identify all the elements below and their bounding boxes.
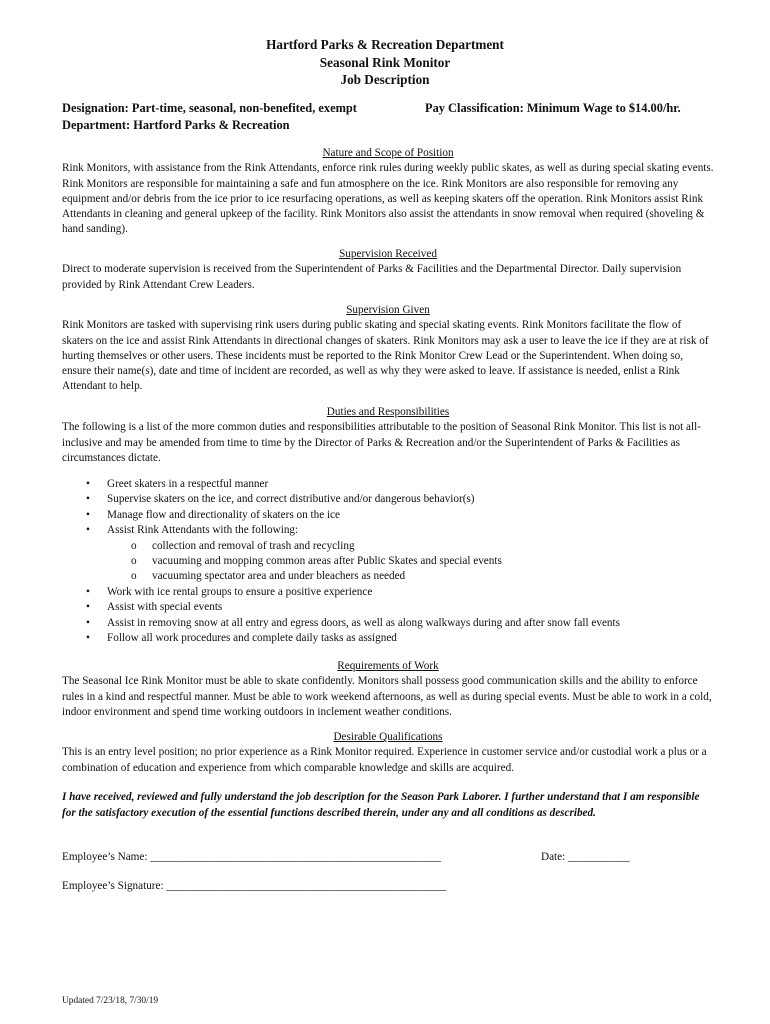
- duties-text: The following is a list of the more common duties and responsibilities attributable to the position of Seasonal Rink Monitor. This list is not all-inclusive and may be amended from time to time by the Director of Parks & Recreation and/or the Superintendent of Parks & Facilities as circumstances dictate.: [62, 421, 701, 464]
- employee-signature-field[interactable]: Employee’s Signature: __________________________________________________: [62, 880, 447, 892]
- employee-name-field[interactable]: Employee’s Name: ____________________________________________________: [62, 851, 442, 863]
- requirements-heading: Requirements of Work: [337, 660, 439, 672]
- nature-heading: Nature and Scope of Position: [322, 147, 454, 159]
- supervision-received-section: [62, 247, 714, 293]
- date-field[interactable]: Date: ___________: [541, 851, 630, 863]
- acknowledgement-statement: I have received, reviewed and fully understand the job description for the Season Park Laborer. I further understand that I am responsible for the satisfactory execution of the essential functions described therein, under any and all conditions as described.: [62, 791, 700, 819]
- qualifications-section: [62, 730, 714, 776]
- department-line: Department: Hartford Parks & Recreation: [62, 118, 290, 132]
- qualifications-text: This is an entry level position; no prior experience as a Rink Monitor required. Experience in customer service and/or custodial work a plus or a combination of education and experience from which comparable knowledge and skills are acquired.: [62, 746, 707, 774]
- sub-list-item: o collection and removal of trash and recycling: [86, 539, 716, 554]
- duties-list: [86, 477, 716, 646]
- position-title: Seasonal Rink Monitor: [319, 54, 451, 70]
- supervision-given-heading: Supervision Given: [346, 304, 430, 316]
- list-item: • Assist in removing snow at all entry and egress doors, as well as along walkways during and after snow fall events: [86, 616, 716, 631]
- department-title: Hartford Parks & Recreation Department: [266, 37, 504, 52]
- list-item: • Manage flow and directionality of skaters on the ice: [86, 508, 716, 523]
- supervision-received-heading: Supervision Received: [339, 248, 437, 260]
- supervision-given-text: Rink Monitors are tasked with supervising rink users during public skating and special skating events. Rink Monitors facilitate the flow of skaters on the ice and assist Rink Attendants in directional changes of skaters. Rink Monitors may ask a user to leave the ice if they are at risk of hurting themselves or other users. These incidents must be reported to the Rink Monitor Crew Lead or the Superintendent. When doing so, ensure their name(s), date and time of incident are recorded, as well as why they were asked to leave. If assistance is needed, enlist a Rink Attendant to help.: [62, 319, 709, 393]
- requirements-text: The Seasonal Ice Rink Monitor must be able to skate confidently. Monitors shall possess good communication skills and the ability to enforce rules in a kind and respectful manner. Must be able to work weekend afternoons, as well as during special events. Must be able to work in a cold, indoor environment and spend time working outdoors in inclement weather conditions.: [62, 675, 712, 718]
- supervision-received-text: Direct to moderate supervision is received from the Superintendent of Parks & Facilities and the Departmental Director. Daily supervision provided by Rink Attendant Crew Leaders.: [62, 263, 682, 291]
- list-item: • Work with ice rental groups to ensure a positive experience: [86, 585, 716, 600]
- sub-list-item: o vacuuming and mopping common areas after Public Skates and special events: [86, 554, 716, 569]
- qualifications-heading: Desirable Qualifications: [333, 731, 443, 743]
- designation-line: Designation: Part-time, seasonal, non-benefited, exempt: [62, 101, 357, 115]
- document-title: [0, 36, 770, 89]
- list-item: • Assist Rink Attendants with the following:: [86, 523, 716, 538]
- requirements-section: [62, 659, 714, 720]
- duties-heading: Duties and Responsibilities: [326, 406, 450, 418]
- updated-footer: Updated 7/23/18, 7/30/19: [62, 996, 159, 1006]
- nature-text: Rink Monitors, with assistance from the Rink Attendants, enforce rink rules during weekly public skates, as well as during special skating events. Rink Monitors are responsible for maintaining a safe and fun atmosphere on the ice. Rink Monitors are also responsible for removing any equipment and/or debris from the ice prior to ice resurfacing operations, as well as keeping skaters off the operation. Rink Monitors assist Rink Attendants in cleaning and general upkeep of the facility. Rink Monitors also assist the attendants in snow removal when required (shoveling & hand sanding).: [62, 162, 714, 236]
- list-item: • Follow all work procedures and complete daily tasks as assigned: [86, 631, 716, 646]
- duties-section: [62, 405, 714, 466]
- list-item: • Assist with special events: [86, 600, 716, 615]
- nature-section: [62, 146, 714, 238]
- document-type-title: Job Description: [340, 72, 430, 87]
- list-item: • Greet skaters in a respectful manner: [86, 477, 716, 492]
- list-item: • Supervise skaters on the ice, and correct distributive and/or dangerous behavior(s): [86, 492, 716, 507]
- sub-list-item: o vacuuming spectator area and under bleachers as needed: [86, 569, 716, 584]
- supervision-given-section: [62, 303, 714, 395]
- pay-classification-line: Pay Classification: Minimum Wage to $14.00/hr.: [425, 101, 681, 115]
